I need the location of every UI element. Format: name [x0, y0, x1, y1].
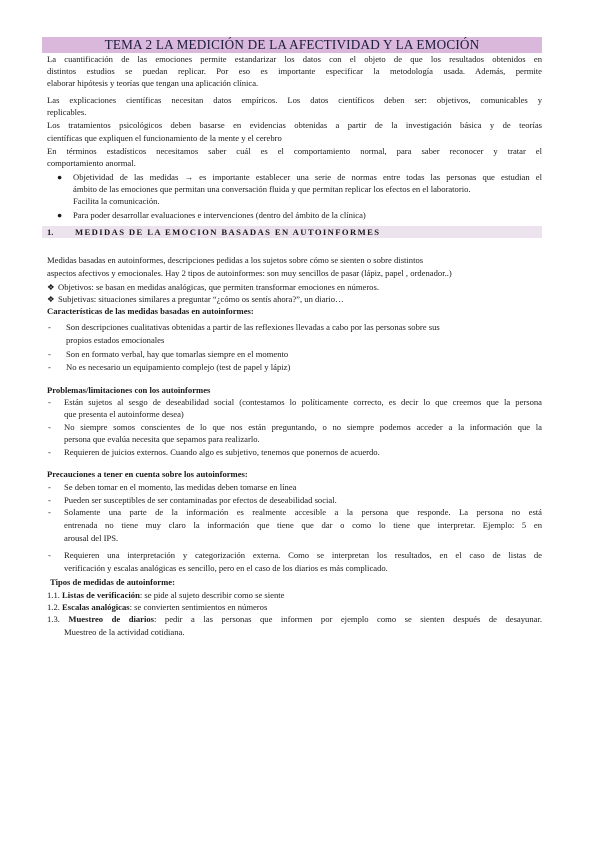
- item-text: : pedir a las personas que informen por ejemplo como se sienten después de desayunar.: [154, 614, 542, 624]
- dash-icon: -: [48, 397, 51, 407]
- intro-line: Los tratamientos psicológicos deben basarse en evidencias obtenidas a partir de la investigación básica y de teorías: [47, 120, 542, 130]
- dash-icon: -: [48, 507, 51, 517]
- item-number: 1.3.: [47, 614, 60, 624]
- diamond-item: Objetivos: se basan en medidas analógicas, que permiten transformar emociones en números.: [58, 282, 379, 292]
- list-item: persona que evalúa necesita que sepamos para realizarlo.: [64, 434, 260, 444]
- paragraph-line: Medidas basadas en autoinformes, descripciones pedidas a los sujetos sobre cómo se sienten o sobre distintos: [47, 255, 424, 265]
- list-item: entrenada no tiene muy claro la información que tiene que dar o como lo tiene que interpretar. Ejemplo: 5 en: [64, 520, 542, 530]
- list-item: Están sujetos al sesgo de deseabilidad social (contestamos lo políticamente correcto, es decir lo que creemos que la persona: [64, 397, 542, 407]
- dash-icon: -: [48, 422, 51, 432]
- subheading: Precauciones a tener en cuenta sobre los autoinformes:: [47, 469, 248, 479]
- list-item: Pueden ser susceptibles de ser contaminadas por efectos de deseabilidad social.: [64, 495, 337, 505]
- subheading: Problemas/limitaciones con los autoinformes: [47, 385, 211, 395]
- item-text: : se convierten sentimientos en números: [129, 602, 268, 612]
- page-title: TEMA 2 LA MEDICIÓN DE LA AFECTIVIDAD Y LA EMOCIÓN: [42, 37, 542, 53]
- list-item: verificación y escalas analógicas es sencillo, pero en el caso de los diarios es más complicado.: [64, 563, 388, 573]
- item-label: Escalas analógicas: [62, 602, 130, 612]
- list-item: arousal del IPS.: [64, 533, 119, 543]
- list-item: que presenta el autoinforme desea): [64, 409, 184, 419]
- list-item: propios estados emocionales: [66, 335, 165, 345]
- list-item: Son en formato verbal, hay que tomarlas siempre en el momento: [66, 349, 289, 359]
- dash-icon: -: [48, 482, 51, 492]
- item-label: Muestreo de diarios: [68, 614, 154, 624]
- list-item: Requieren de juicios externos. Cuando algo es subjetivo, tenemos que ponernos de acuerdo.: [64, 447, 380, 457]
- bullet-icon: ●: [57, 210, 63, 220]
- bullet-item: Para poder desarrollar evaluaciones e intervenciones (dentro del ámbito de la clínica): [73, 210, 366, 220]
- intro-line: En términos estadísticos necesitamos saber cuál es el comportamiento normal, para saber reconocer y tratar el: [47, 146, 542, 156]
- bullet-item: Objetividad de las medidas → es importante establecer una serie de normas entre todas las personas que estudian el: [73, 172, 542, 182]
- numbered-item: [47, 590, 284, 601]
- subheading: Características de las medidas basadas en autoinformes:: [47, 306, 254, 316]
- subheading-text: Precauciones a tener en cuenta sobre los autoinformes: [47, 469, 245, 479]
- bullet-item: Facilita la comunicación.: [73, 196, 160, 206]
- list-item: No es necesario un equipamiento complejo (test de papel y lápiz): [66, 362, 291, 372]
- section-number: 1.: [47, 227, 54, 237]
- numbered-item: [47, 602, 267, 613]
- dash-icon: -: [48, 349, 51, 359]
- item-number: 1.1.: [47, 590, 60, 600]
- diamond-bullet-icon: ❖: [47, 294, 55, 304]
- list-item: Se deben tomar en el momento, las medidas deben tomarse en línea: [64, 482, 297, 492]
- diamond-bullet-icon: ❖: [47, 282, 55, 292]
- dash-icon: -: [48, 550, 51, 560]
- subheading-text: Tipos de medidas de autoinforme: [50, 577, 173, 587]
- numbered-item-continuation: Muestreo de la actividad cotidiana.: [64, 627, 185, 637]
- intro-line: científicas que expliquen el funcionamiento de la mente y el cerebro: [47, 133, 282, 143]
- item-text: : se pide al sujeto describir como se siente: [139, 590, 285, 600]
- numbered-item: [47, 614, 542, 625]
- intro-line: distintos estudios se puedan replicar. Por eso es importante especificar la metodología usada. Además, permite: [47, 66, 542, 76]
- list-item: Solamente una parte de la información es realmente accesible a la persona que responde. La persona no está: [64, 507, 542, 517]
- intro-line: Las explicaciones científicas necesitan datos empíricos. Los datos científicos deben ser: objetivos, comunicables y: [47, 95, 542, 105]
- subheading-text: Características de las medidas basadas en autoinformes: [47, 306, 251, 316]
- list-item: Requieren una interpretación y categorización externa. Como se interpretan los resultados, en el caso de listas de: [64, 550, 542, 560]
- paragraph-line: aspectos afectivos y emocionales. Hay 2 tipos de autoinformes: son muy sencillos de pasar (lápiz, papel , ordenador..): [47, 268, 452, 278]
- intro-line: comportamiento anormal.: [47, 158, 136, 168]
- intro-line: La cuantificación de las emociones permite estandarizar los datos con el objeto de que los resultados obtenidos en: [47, 54, 542, 64]
- item-label: Listas de verificación: [62, 590, 140, 600]
- intro-line: elaborar hipótesis y teorías que tengan una aplicación clínica.: [47, 78, 259, 88]
- diamond-item: Subjetivas: situaciones similares a preguntar “¿cómo os sentís ahora?”, un diario…: [58, 294, 344, 304]
- item-number: 1.2.: [47, 602, 60, 612]
- dash-icon: -: [48, 322, 51, 332]
- dash-icon: -: [48, 362, 51, 372]
- subheading: Tipos de medidas de autoinforme:: [50, 577, 175, 587]
- section-heading: MEDIDAS DE LA EMOCION BASADAS EN AUTOINFORMES: [75, 227, 381, 237]
- intro-line: replicables.: [47, 107, 87, 117]
- list-item: No siempre somos conscientes de lo que nos están preguntando, o no siempre podemos acceder a la información que la: [64, 422, 542, 432]
- dash-icon: -: [48, 495, 51, 505]
- list-item: Son descripciones cualitativas obtenidas a partir de las reflexiones llevadas a cabo por las personas sobre sus: [66, 322, 440, 332]
- bullet-item: ámbito de las emociones que permitan una conversación fluida y que permitan replicar los efectos en el laboratorio.: [73, 184, 471, 194]
- dash-icon: -: [48, 447, 51, 457]
- bullet-icon: ●: [57, 172, 63, 182]
